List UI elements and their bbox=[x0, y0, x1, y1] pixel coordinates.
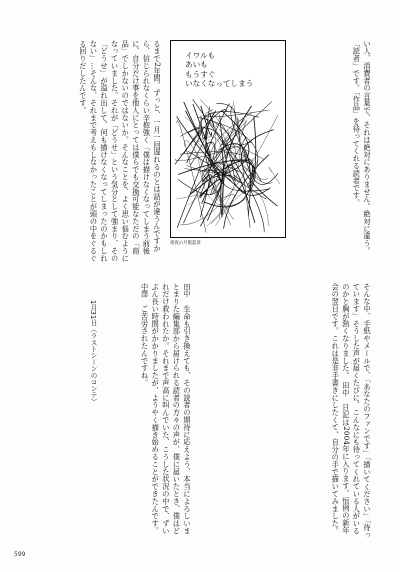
page-number: 599 bbox=[14, 551, 26, 558]
scribble-stroke bbox=[244, 151, 278, 184]
scribble-stroke bbox=[186, 111, 223, 184]
diary-date-note: 1月31日（ラストシーンのコンテ） bbox=[89, 300, 97, 405]
text-column-mid bbox=[40, 283, 192, 541]
paragraph: 田中 生命も引き換えても、その読者の期待に応えよう、本当によろしいまとまりた編集部から届けられる読者の方々の声が、僕に届いたとき、僕はどれだけ救われたか。それまで声高に叫んでいた、こうした状況の中で、ずいぶん長い時間がかかりましたが、ようやく描き始めることができたんです。 中澤 ご苦労されたんですね。 bbox=[140, 283, 192, 535]
paragraph: い人、消費者の言葉で、それは絶対にありません。絶対に違う。「読者」です。「作品」を待ってくれる読者です。 bbox=[352, 40, 372, 255]
scribble-stroke bbox=[184, 129, 202, 163]
paragraph: るまで2年間、ずっと、一月一回遅れるのとは話が違うんですから、信じられなくらい辛抱強く「僕は描けなくなってしまう前後に、自分だけ事を他人にとっては僕らでも交換可能なただの「商品」でしかないのではないか。そんなことを、よく思い悩むようになっていました。それが「どうせ」という気分として強まり、その「どうせ」が溢れ出して、何も描けなくなってしまったのかもしれない」…そんな、それまで考えもしなかったことが頭の中をぐるぐる回りだしたんです。 bbox=[78, 40, 162, 262]
paragraph: そんな中、手紙やメールで、「あなたのファンです」「描いてください」「待っています」そうした声が届くたびに、こんなにも待ってくれている人がいるのかと胸が熱くなりました。 田中 日記は2004年に入ります。恒例の新年会の翌日です。これは是非手書きにしたくて、自分の手で描いてみました。 bbox=[331, 283, 372, 539]
scribble-stroke bbox=[177, 104, 229, 228]
figure-caption: 夜夜の月版起章 bbox=[170, 241, 201, 246]
text-column-mid-right bbox=[205, 283, 372, 541]
text-column-top-right bbox=[292, 40, 372, 262]
scribble-stroke bbox=[216, 190, 269, 226]
panel-text: イワルも あいも もうすぐ いなくなってしまう bbox=[185, 51, 254, 89]
manga-panel-figure bbox=[170, 40, 286, 244]
manga-panel bbox=[170, 40, 286, 238]
text-column-top-left bbox=[40, 40, 162, 262]
